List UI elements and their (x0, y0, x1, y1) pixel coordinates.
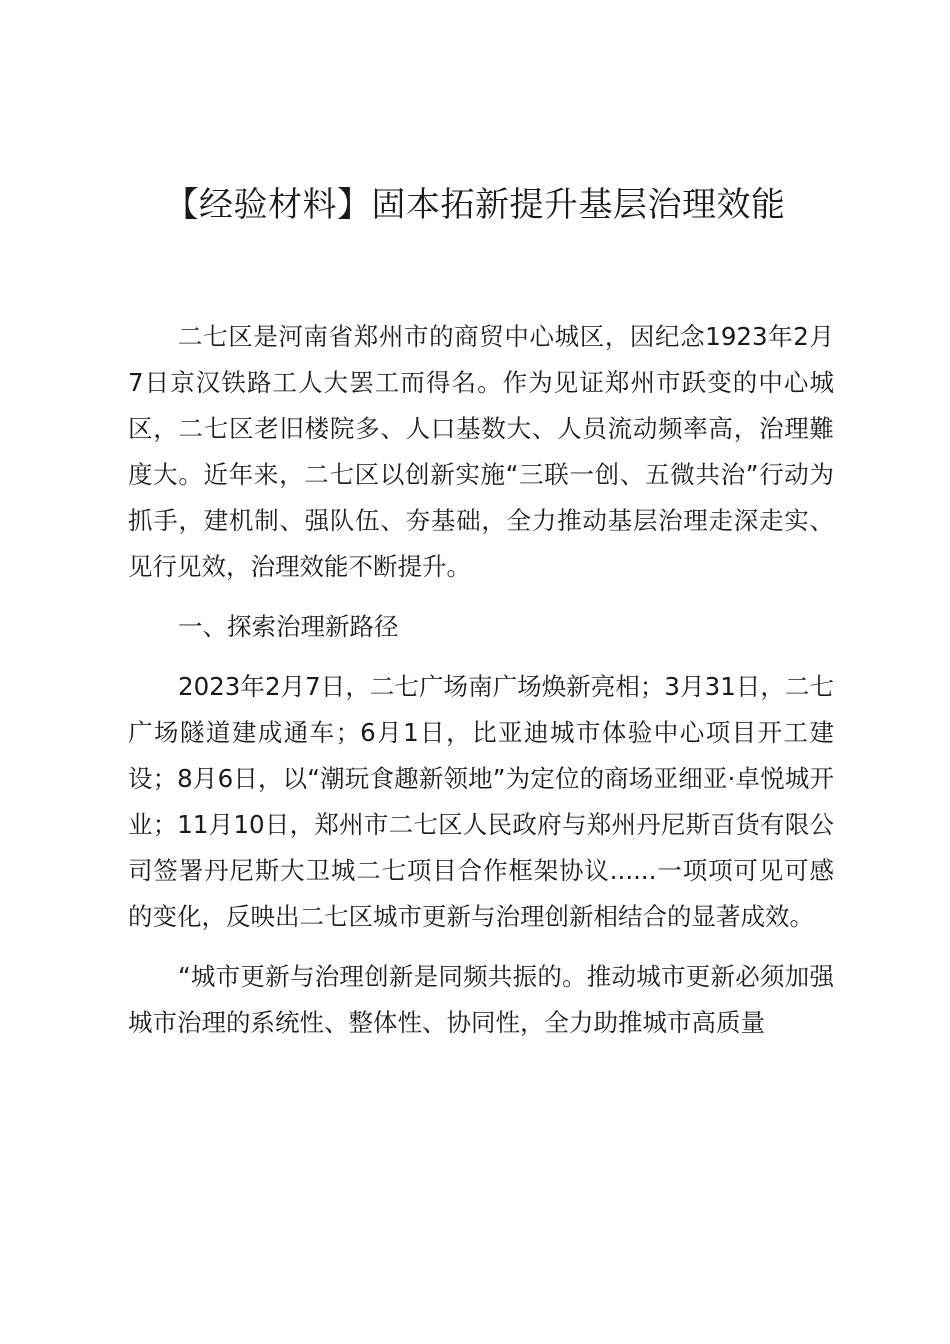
section-paragraph-1: 2023年2月7日，二七广场南广场焕新亮相；3月31日，二七广场隧道建成通车；6月1日，比亚迪城市体验中心项目开工建设；8月6日，以“潮玩食趣新领地”为定位的商场亚细亚·卓悦城开业；11月10日，郑州市二七区人民政府与郑州丹尼斯百货有限公司签署丹尼斯大卫城二七项目合作框架协议......一项项可见可感的变化，反映出二七区城市更新与治理创新相结合的显著成效。 (128, 672, 834, 931)
intro-paragraph: 二七区是河南省郑州市的商贸中心城区，因纪念1923年2月7日京汉铁路工人大罢工而得名。作为见证郑州市跃变的中心城区，二七区老旧楼院多、人口基数大、人员流动频率高，治理難度大。近年来，二七区以创新实施“三联一创、五微共治”行动为抓手，建机制、强队伍、夯基础，全力推动基层治理走深走实、见行见效，治理效能不断提升。 (128, 322, 834, 581)
document-body (128, 314, 834, 1046)
document-title: 【经验材料】固本拓新提升基层治理效能 (164, 185, 786, 225)
section-heading: 一、探索治理新路径 (178, 612, 399, 641)
section-paragraph-2: “城市更新与治理创新是同频共振的。推动城市更新必须加强城市治理的系统性、整体性、协同性，全力助推城市高质量 (128, 962, 834, 1037)
